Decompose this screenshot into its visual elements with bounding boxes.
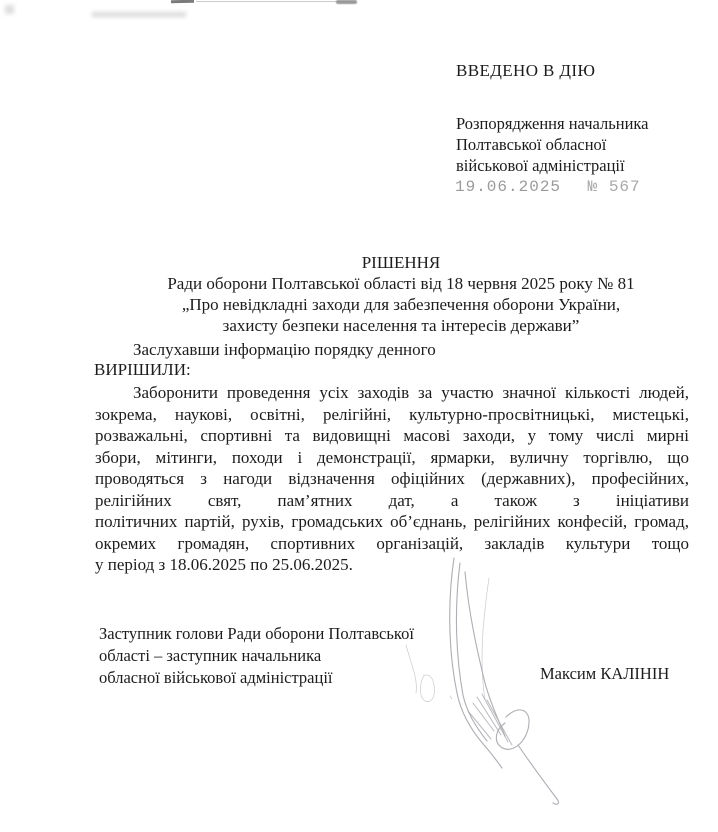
paragraph-line: розважальні, спортивні та видовищні масові заходи, у тому числі мирні bbox=[95, 426, 689, 445]
scan-artifact bbox=[196, 1, 337, 2]
approval-issuer-line: Полтавської обласної bbox=[456, 135, 607, 154]
document-title: РІШЕННЯ bbox=[361, 253, 441, 272]
signer-position bbox=[99, 623, 414, 689]
paragraph-line: Заборонити проведення усіх заходів за участю значної кількості людей, bbox=[133, 383, 689, 402]
scan-artifact bbox=[336, 0, 357, 4]
scan-artifact bbox=[5, 5, 14, 14]
paragraph-line: окремих громадян, спортивних організацій, закладів культури тощо bbox=[95, 533, 689, 553]
paragraph-line: проводяться з нагоди відзначення офіційних (державних), професійних, bbox=[95, 469, 689, 488]
stamp-date: 19.06.2025 bbox=[455, 178, 562, 196]
approval-issuer-line: Розпорядження начальника bbox=[456, 114, 649, 133]
signer-position-line: області – заступник начальника bbox=[99, 646, 322, 665]
intro-line: Заслухавши інформацію порядку денного bbox=[133, 340, 436, 359]
signer-name: Максим КАЛІНІН bbox=[540, 664, 670, 683]
approval-title: ВВЕДЕНО В ДІЮ bbox=[456, 61, 596, 80]
paragraph-line: релігійних свят, пам’ятних дат, а також з ініціативи bbox=[95, 490, 689, 510]
signer-position-line: обласної військової адміністрації bbox=[99, 668, 333, 687]
paragraph-line: зокрема, наукові, освітні, релігійні, культурно-просвітницькі, мистецькі, bbox=[95, 404, 689, 424]
document-heading bbox=[97, 252, 705, 336]
paragraph-line: політичних партій, рухів, громадських об’єднань, релігійних конфесій, громад, bbox=[95, 512, 689, 531]
approval-issuer-line: військової адміністрації bbox=[456, 156, 625, 175]
document-subject-line: „Про невідкладні заходи для забезпечення оборони України, bbox=[181, 295, 621, 314]
decided-label: ВИРІШИЛИ: bbox=[94, 360, 191, 379]
registration-stamp bbox=[455, 178, 641, 196]
scan-artifact bbox=[92, 12, 186, 17]
approval-issuer bbox=[456, 113, 649, 176]
resolution-paragraph bbox=[95, 382, 689, 576]
scan-artifact bbox=[171, 0, 194, 3]
paragraph-line: збори, мітинги, походи і демонстрації, ярмарки, вуличну торгівлю, що bbox=[95, 447, 689, 467]
handwritten-signature bbox=[388, 545, 588, 832]
document-subtitle: Ради оборони Полтавської області від 18 червня 2025 року № 81 bbox=[167, 274, 635, 293]
paragraph-line: у період з 18.06.2025 по 25.06.2025. bbox=[95, 555, 353, 574]
document-subject-line: захисту безпеки населення та інтересів держави” bbox=[222, 316, 580, 335]
signer-position-line: Заступник голови Ради оборони Полтавської bbox=[99, 624, 414, 643]
stamp-number: № 567 bbox=[587, 178, 641, 196]
